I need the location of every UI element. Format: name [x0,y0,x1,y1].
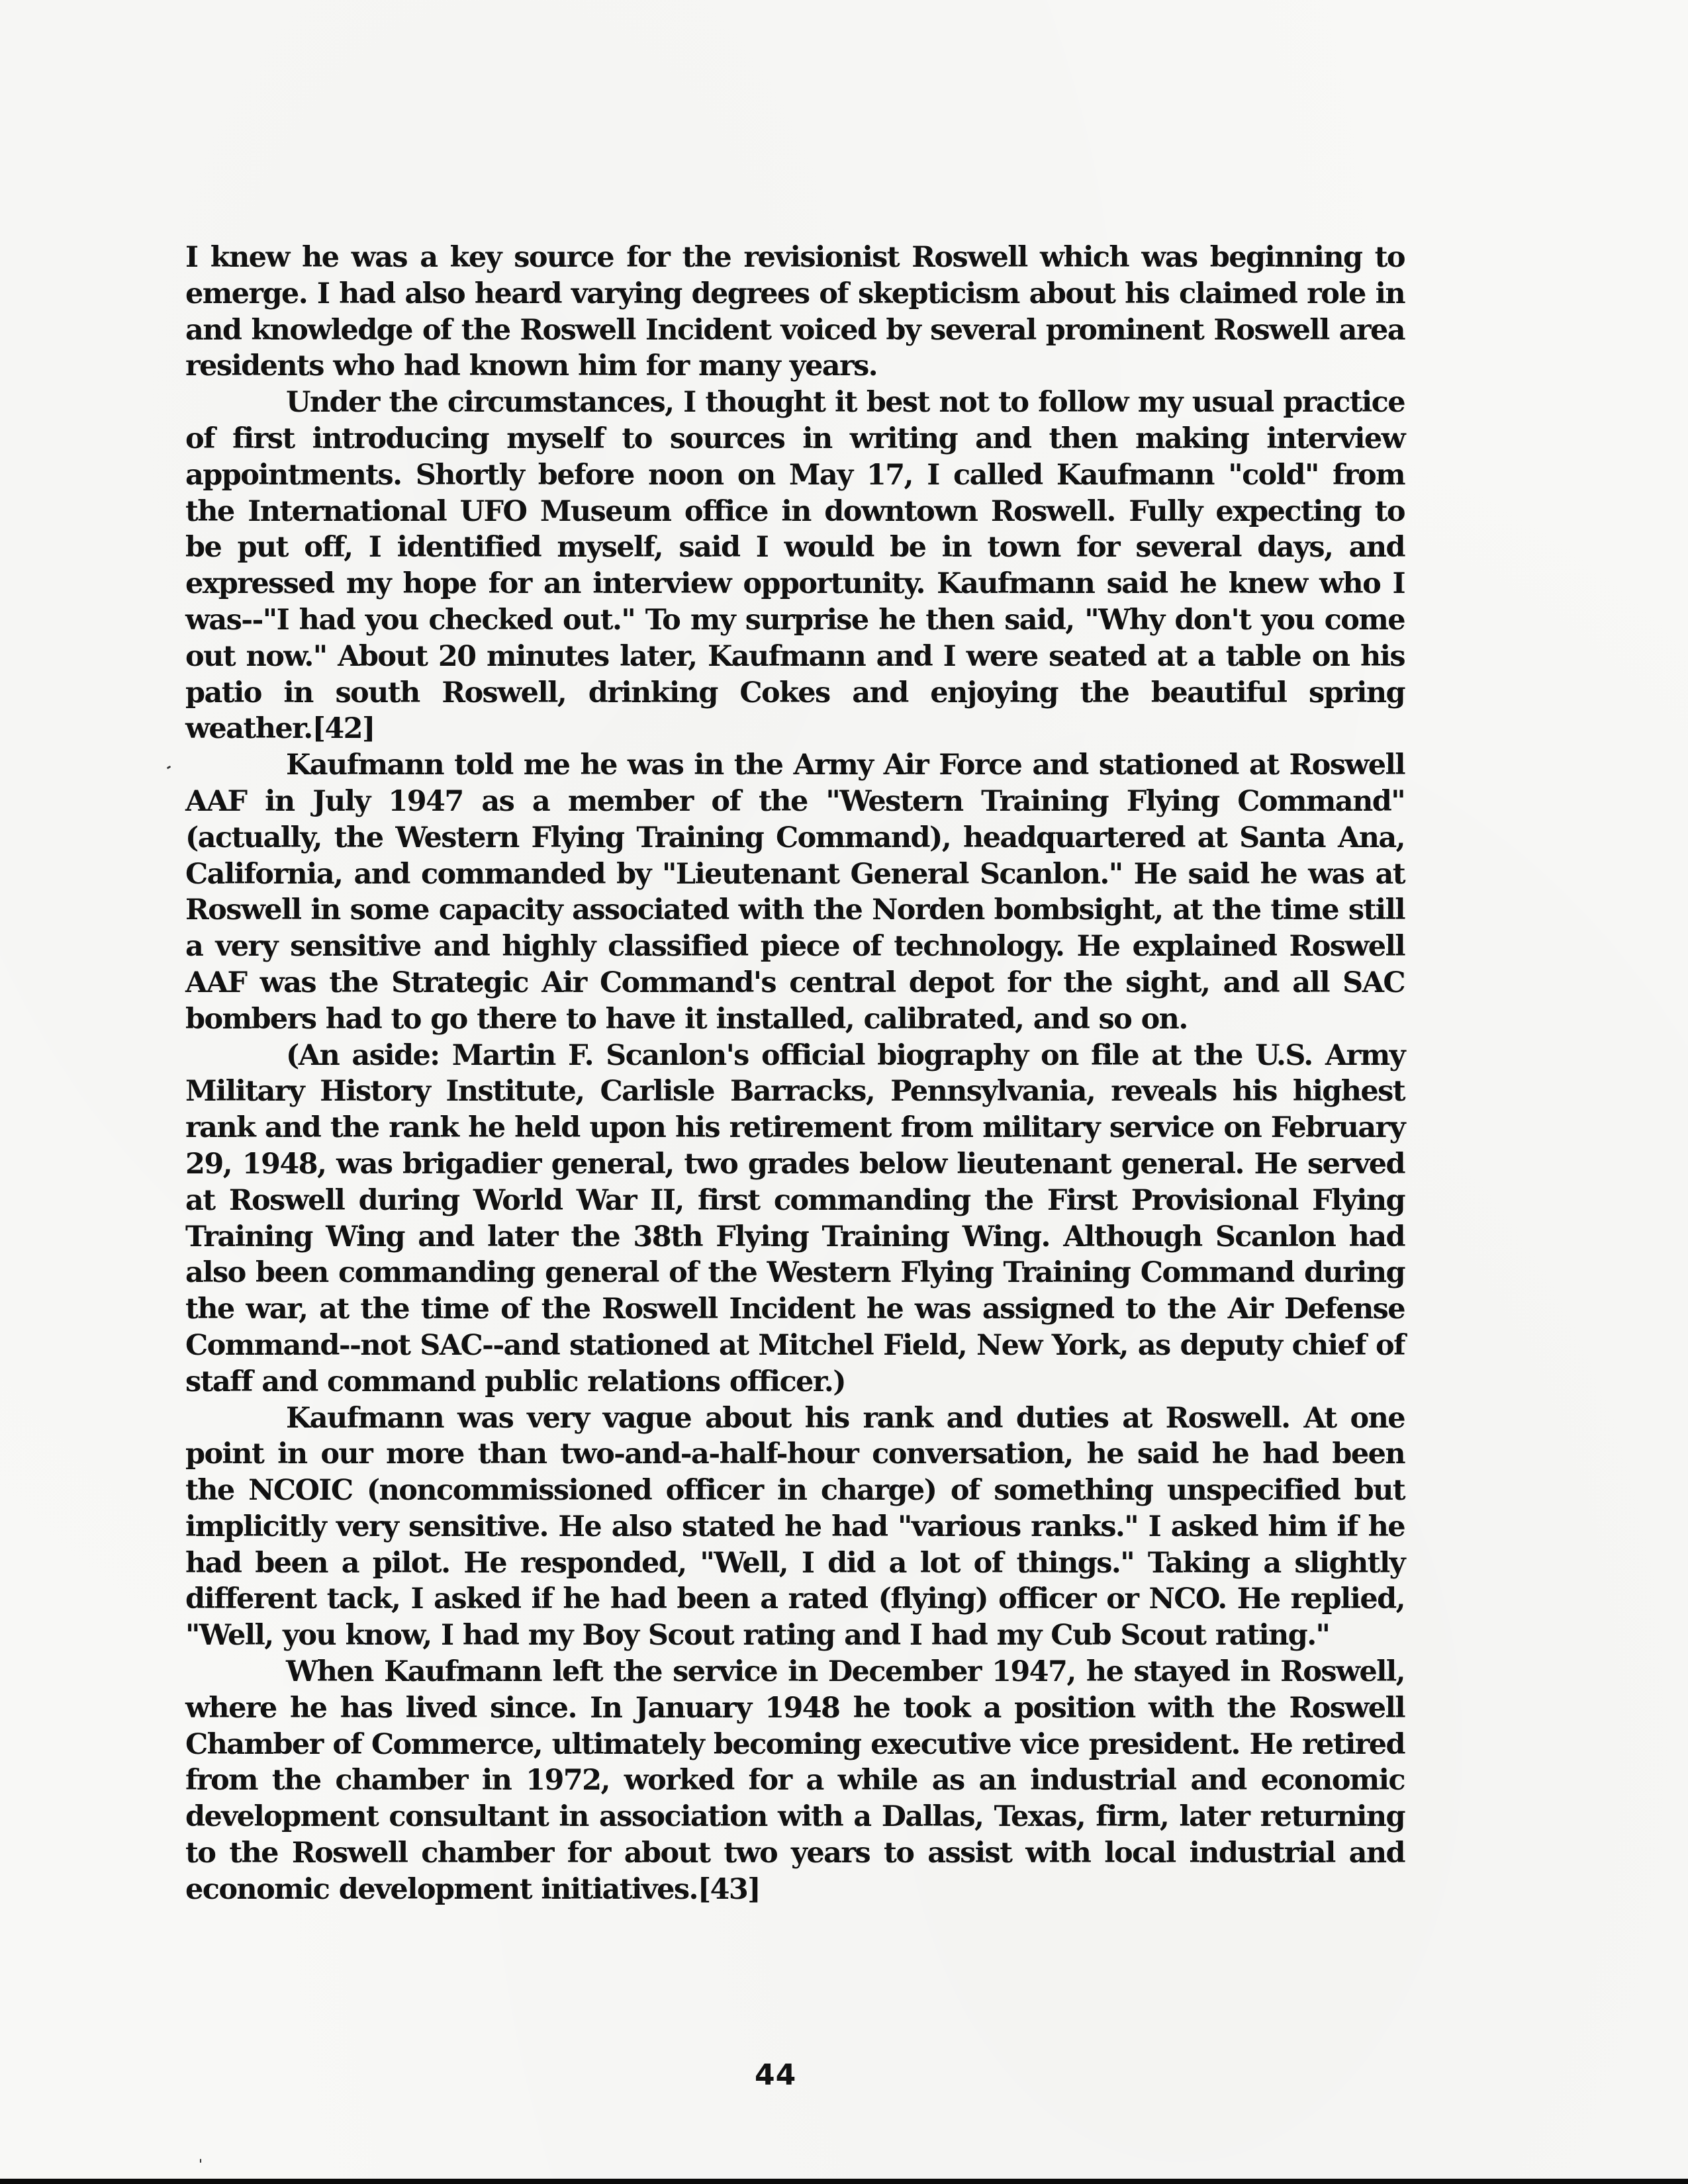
scan-speck [200,2159,201,2163]
paragraph-6: When Kaufmann left the service in December 1947, he stayed in Roswell, where he has lived since. In January 1948 he took a position with the Roswell Chamber of Commerce, ultimately becoming executive vice president. He retired from the chamber in 1972, worked for a while as an industrial and economic development consultant in association with a Dallas, Texas, firm, later returning to the Roswell chamber for about two years to assist with local industrial and economic development initiatives.[43] [185,1655,1405,1906]
body-text [185,240,1405,1908]
paragraph-4-aside: (An aside: Martin F. Scanlon's official biography on file at the U.S. Army Military History Institute, Carlisle Barracks, Pennsylvania, reveals his highest rank and the rank he held upon his retirement from military service on February 29, 1948, was brigadier general, two grades below lieutenant general. He served at Roswell during World War II, first commanding the First Provisional Flying Training Wing and later the 38th Flying Training Wing. Although Scanlon had also been commanding general of the Western Flying Training Command during the war, at the time of the Roswell Incident he was assigned to the Air Defense Command--not SAC--and stationed at Mitchel Field, New York, as deputy chief of staff and command public relations officer.) [185,1038,1405,1398]
scan-bottom-edge [0,2179,1688,2184]
scan-speck [167,766,171,770]
paragraph-1: I knew he was a key source for the revisionist Roswell which was beginning to emerge. I had also heard varying degrees of skepticism about his claimed role in and knowledge of the Roswell Incident voiced by several prominent Roswell area residents who had known him for many years. [185,241,1405,383]
page-number: 44 [755,2058,797,2092]
paragraph-3: Kaufmann told me he was in the Army Air Force and stationed at Roswell AAF in July 1947 as a member of the "Western Training Flying Command" (actually, the Western Flying Training Command), headquartered at Santa Ana, California, and commanded by "Lieutenant General Scanlon." He said he was at Roswell in some capacity associated with the Norden bombsight, at the time still a very sensitive and highly classified piece of technology. He explained Roswell AAF was the Strategic Air Command's central depot for the sight, and all SAC bombers had to go there to have it installed, calibrated, and so on. [185,749,1405,1036]
paragraph-5: Kaufmann was very vague about his rank and duties at Roswell. At one point in our more than two-and-a-half-hour conversation, he said he had been the NCOIC (noncommissioned officer in charge) of something unspecified but implicitly very sensitive. He also stated he had "various ranks." I asked him if he had been a pilot. He responded, "Well, I did a lot of things." Taking a slightly different tack, I asked if he had been a rated (flying) officer or NCO. He replied, "Well, you know, I had my Boy Scout rating and I had my Cub Scout rating." [185,1401,1405,1653]
paragraph-2: Under the circumstances, I thought it best not to follow my usual practice of first introducing myself to sources in writing and then making interview appointments. Shortly before noon on May 17, I called Kaufmann "cold" from the International UFO Museum office in downtown Roswell. Fully expecting to be put off, I identified myself, said I would be in town for several days, and expressed my hope for an interview opportunity. Kaufmann said he knew who I was--"I had you checked out." To my surprise he then said, "Why don't you come out now." About 20 minutes later, Kaufmann and I were seated at a table on his patio in south Roswell, drinking Cokes and enjoying the beautiful spring weather.[42] [185,386,1405,746]
